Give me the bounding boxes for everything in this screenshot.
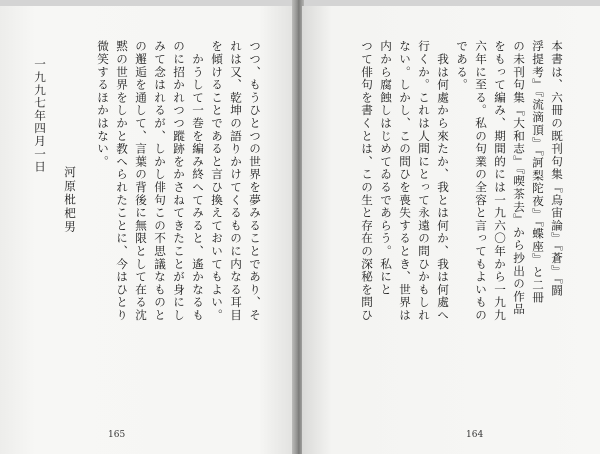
left-page bbox=[0, 6, 294, 454]
author-name: 河原枇杷男 bbox=[63, 166, 77, 234]
text-line: かうして一巻を編み終へてみると、遙かなるも bbox=[191, 40, 205, 322]
page-number: 164 bbox=[466, 430, 484, 440]
text-line: を傾けることであると言ひ換えておいてもよい。 bbox=[210, 40, 224, 322]
text-line: をもって編み、期間的には一九六〇年から一九九 bbox=[493, 40, 507, 322]
text-line: のに招かれつつ蹤跡をかさねてきたことが身にし bbox=[172, 40, 186, 322]
text-line: 本書は、六冊の既刊句集『烏宙論』『蒼』『闘 bbox=[550, 40, 564, 298]
text-line: の邂逅を通して、言葉の背後に無限として在る沈 bbox=[134, 40, 148, 322]
text-line: みて念はれるが、しかし俳句この不思議なものと bbox=[153, 40, 167, 322]
text-line: 内から腐蝕しはじめてゐるであらう。私にと bbox=[379, 40, 393, 296]
text-line: ない。しかし、この問ひを喪失するとき、世界は bbox=[398, 40, 412, 322]
right-page bbox=[302, 6, 600, 454]
text-line: 行くか。これは人間にとって永遠の問ひかもしれ bbox=[417, 40, 431, 322]
text-line: である。 bbox=[455, 40, 469, 92]
text-line: れは又、乾坤の語りかけてくるものに内なる耳目 bbox=[229, 40, 243, 322]
right-page-text bbox=[357, 40, 566, 410]
text-line: 六年に至る。私の句業の全容と言ってもよいもの bbox=[474, 40, 488, 322]
text-line: つつ、もうひとつの世界を夢みることであり、そ bbox=[248, 40, 262, 322]
page-number: 165 bbox=[108, 430, 126, 440]
afterword-date: 一九九七年四月一日 bbox=[33, 58, 47, 174]
text-line: 我は何處から來たか、我とは何か、我は何處へ bbox=[436, 40, 450, 322]
text-line: 浮提考』『流滴頂』『訶梨陀夜』『蝶座』と二冊 bbox=[531, 40, 545, 305]
text-line: 黙の世界をしかと教へられたことに、今はひとり bbox=[115, 40, 129, 322]
text-line: 微笑するほかはない。 bbox=[96, 40, 110, 168]
text-line: つて俳句を書くとは、この生と存在の深秘を問ひ bbox=[360, 40, 374, 322]
left-page-text bbox=[93, 40, 264, 410]
text-line: の未刊句集『大和志』『喫茶去』から抄出の作品 bbox=[512, 40, 526, 316]
